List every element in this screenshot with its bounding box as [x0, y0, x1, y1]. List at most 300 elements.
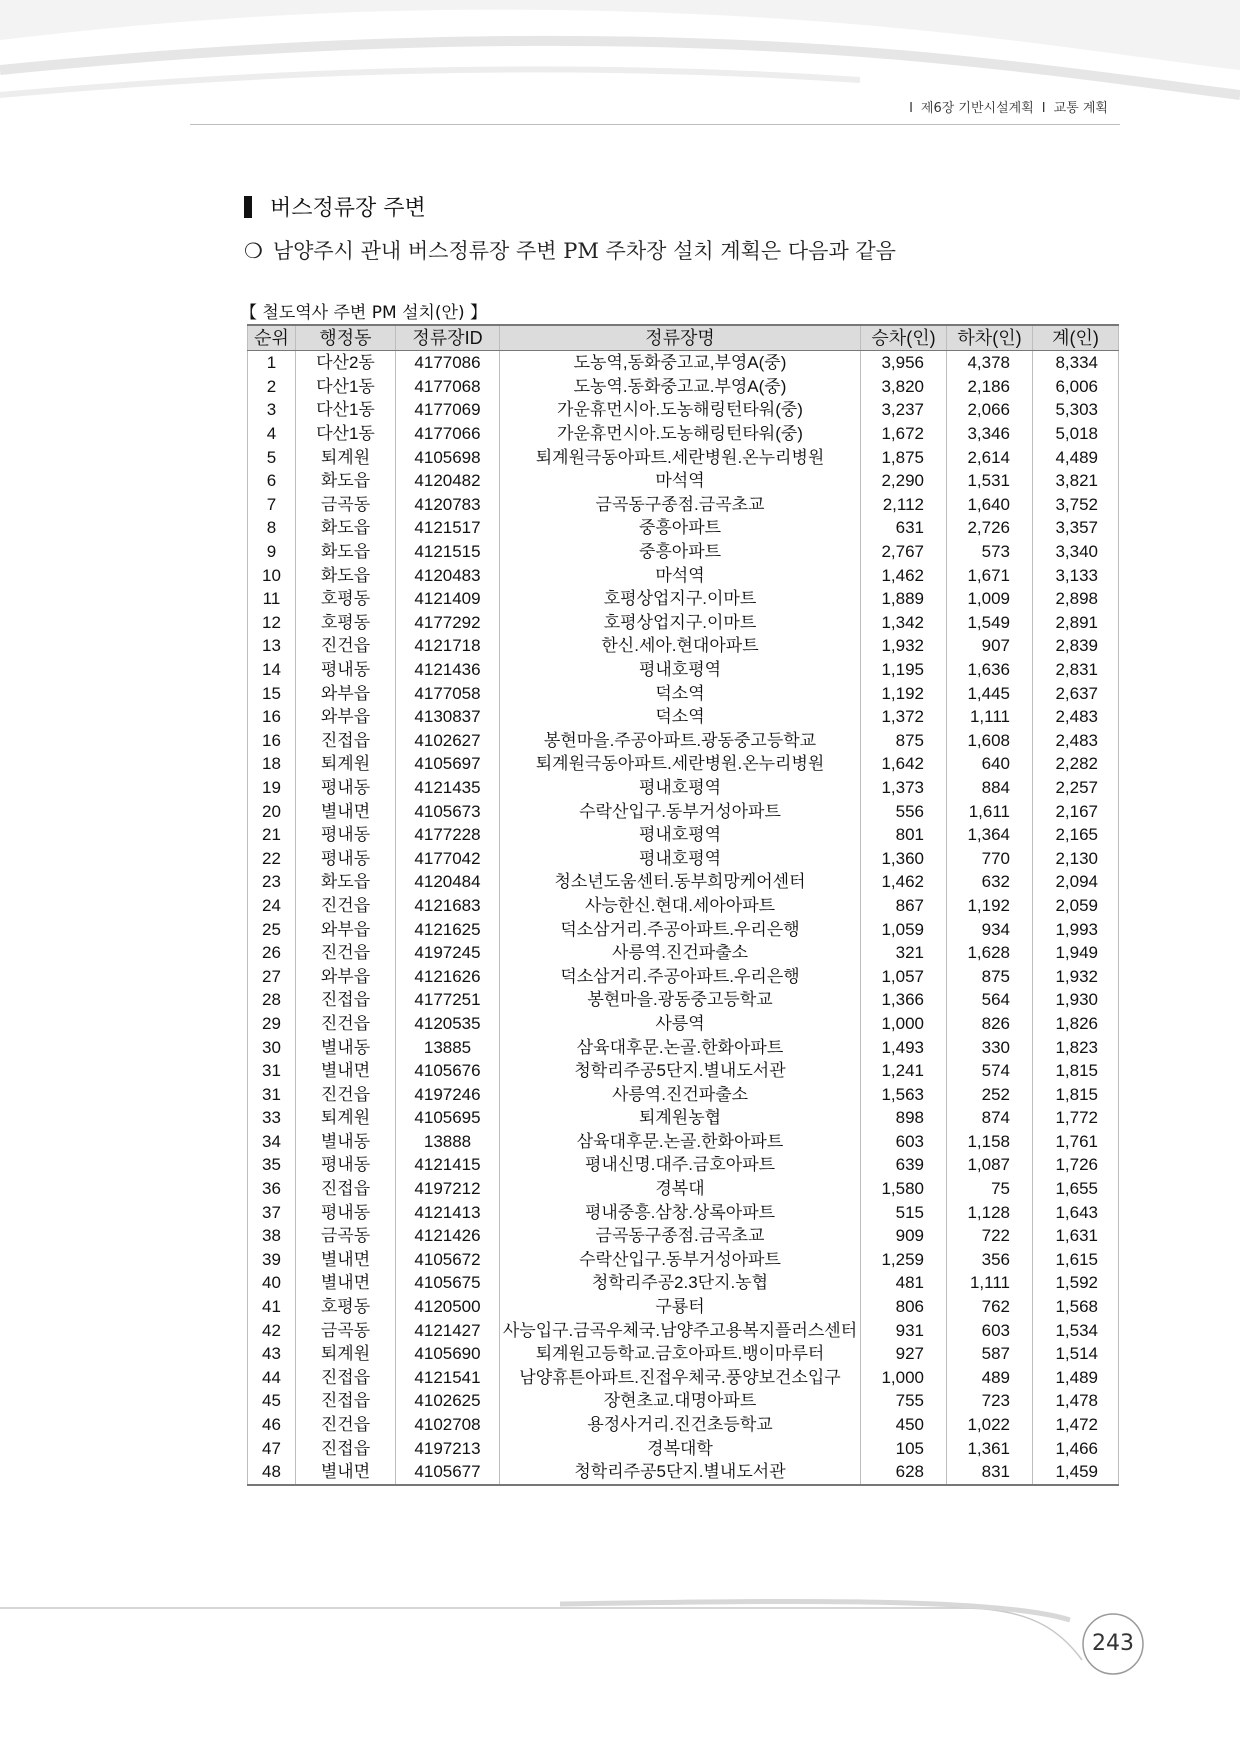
column-header: 하차(인) [947, 325, 1033, 351]
alighting-cell: 875 [947, 964, 1033, 988]
district-cell: 화도읍 [296, 563, 396, 587]
running-header [901, 97, 1108, 116]
district-cell: 화도읍 [296, 540, 396, 564]
total-cell: 2,891 [1033, 611, 1119, 635]
stop-name-cell: 청학리주공5단지.별내도서관 [500, 1460, 861, 1485]
table-row [248, 729, 1119, 753]
stop-name-cell: 평내중흥.삼창.상록아파트 [500, 1200, 861, 1224]
alighting-cell: 1,531 [947, 469, 1033, 493]
boarding-cell: 909 [861, 1224, 947, 1248]
table-row [248, 1059, 1119, 1083]
district-cell: 퇴계원 [296, 445, 396, 469]
total-cell: 6,006 [1033, 375, 1119, 399]
header-rule [190, 124, 1120, 125]
boarding-cell: 1,932 [861, 634, 947, 658]
stop-id-cell: 4121435 [396, 776, 500, 800]
boarding-cell: 806 [861, 1295, 947, 1319]
circle-bullet-icon: ❍ [244, 239, 263, 263]
stop-id-cell: 4121436 [396, 658, 500, 682]
stop-id-cell: 4105698 [396, 445, 500, 469]
table-row [248, 563, 1119, 587]
district-cell: 진건읍 [296, 894, 396, 918]
stop-id-cell: 4177086 [396, 351, 500, 375]
alighting-cell: 1,364 [947, 823, 1033, 847]
alighting-cell: 640 [947, 752, 1033, 776]
column-header: 정류장명 [500, 325, 861, 351]
stop-id-cell: 4121541 [396, 1366, 500, 1390]
header-section: 교통 계획 [1053, 101, 1108, 116]
total-cell: 1,615 [1033, 1248, 1119, 1272]
total-cell: 5,018 [1033, 422, 1119, 446]
alighting-cell: 1,087 [947, 1153, 1033, 1177]
boarding-cell: 1,642 [861, 752, 947, 776]
boarding-cell: 1,259 [861, 1248, 947, 1272]
rank-cell: 30 [248, 1035, 296, 1059]
stop-name-cell: 도농역,동화중고교,부영A(중) [500, 351, 861, 375]
stop-name-cell: 청학리주공2.3단지.농협 [500, 1271, 861, 1295]
total-cell: 2,130 [1033, 846, 1119, 870]
district-cell: 진건읍 [296, 1082, 396, 1106]
stop-id-cell: 4120482 [396, 469, 500, 493]
rank-cell: 36 [248, 1177, 296, 1201]
total-cell: 2,483 [1033, 705, 1119, 729]
page-number: 243 [1092, 1631, 1134, 1656]
table-row [248, 1153, 1119, 1177]
total-cell: 4,489 [1033, 445, 1119, 469]
stop-id-cell: 4177058 [396, 681, 500, 705]
table-row [248, 894, 1119, 918]
total-cell: 1,761 [1033, 1130, 1119, 1154]
district-cell: 다산1동 [296, 398, 396, 422]
table-row [248, 351, 1119, 375]
table-row [248, 1366, 1119, 1390]
stop-id-cell: 4121517 [396, 516, 500, 540]
boarding-cell: 1,462 [861, 563, 947, 587]
stop-name-cell: 가운휴먼시아.도농해링턴타워(중) [500, 398, 861, 422]
stop-name-cell: 가운휴먼시아.도농해링턴타워(중) [500, 422, 861, 446]
total-cell: 2,637 [1033, 681, 1119, 705]
footer-curve-decoration [0, 1590, 1240, 1710]
boarding-cell: 481 [861, 1271, 947, 1295]
table-row [248, 870, 1119, 894]
rank-cell: 42 [248, 1318, 296, 1342]
total-cell: 1,993 [1033, 917, 1119, 941]
boarding-cell: 515 [861, 1200, 947, 1224]
table-row [248, 1130, 1119, 1154]
stop-name-cell: 평내호평역 [500, 823, 861, 847]
rank-cell: 40 [248, 1271, 296, 1295]
total-cell: 1,823 [1033, 1035, 1119, 1059]
district-cell: 별내면 [296, 1460, 396, 1485]
total-cell: 1,815 [1033, 1082, 1119, 1106]
total-cell: 3,752 [1033, 493, 1119, 517]
stop-name-cell: 사릉역.진건파출소 [500, 941, 861, 965]
stop-name-cell: 평내호평역 [500, 846, 861, 870]
stop-name-cell: 덕소역 [500, 705, 861, 729]
stop-id-cell: 4121625 [396, 917, 500, 941]
district-cell: 와부읍 [296, 917, 396, 941]
table-row [248, 823, 1119, 847]
alighting-cell: 574 [947, 1059, 1033, 1083]
table-row [248, 1318, 1119, 1342]
stop-id-cell: 13888 [396, 1130, 500, 1154]
stop-name-cell: 구룡터 [500, 1295, 861, 1319]
rank-cell: 38 [248, 1224, 296, 1248]
alighting-cell: 1,158 [947, 1130, 1033, 1154]
alighting-cell: 1,022 [947, 1413, 1033, 1437]
rank-cell: 44 [248, 1366, 296, 1390]
alighting-cell: 564 [947, 988, 1033, 1012]
stop-name-cell: 사릉역.진건파출소 [500, 1082, 861, 1106]
boarding-cell: 1,672 [861, 422, 947, 446]
boarding-cell: 1,192 [861, 681, 947, 705]
stop-id-cell: 4177069 [396, 398, 500, 422]
district-cell: 별내면 [296, 1271, 396, 1295]
stop-id-cell: 4121718 [396, 634, 500, 658]
total-cell: 1,514 [1033, 1342, 1119, 1366]
table-row [248, 705, 1119, 729]
stop-name-cell: 청학리주공5단지.별내도서관 [500, 1059, 861, 1083]
table-row [248, 752, 1119, 776]
stop-id-cell: 4105697 [396, 752, 500, 776]
boarding-cell: 2,767 [861, 540, 947, 564]
total-cell: 3,133 [1033, 563, 1119, 587]
stop-id-cell: 13885 [396, 1035, 500, 1059]
district-cell: 진접읍 [296, 1436, 396, 1460]
table-row [248, 658, 1119, 682]
district-cell: 별내동 [296, 1035, 396, 1059]
alighting-cell: 1,640 [947, 493, 1033, 517]
section-title [244, 191, 426, 222]
rank-cell: 9 [248, 540, 296, 564]
rank-cell: 21 [248, 823, 296, 847]
district-cell: 다산1동 [296, 422, 396, 446]
stop-id-cell: 4121415 [396, 1153, 500, 1177]
table-row [248, 964, 1119, 988]
table-row [248, 516, 1119, 540]
stop-name-cell: 청소년도움센터.동부희망케어센터 [500, 870, 861, 894]
table-row [248, 846, 1119, 870]
district-cell: 평내동 [296, 846, 396, 870]
alighting-cell: 1,009 [947, 587, 1033, 611]
district-cell: 금곡동 [296, 1318, 396, 1342]
stop-id-cell: 4105690 [396, 1342, 500, 1366]
section-marker [244, 196, 252, 218]
boarding-cell: 927 [861, 1342, 947, 1366]
total-cell: 1,478 [1033, 1389, 1119, 1413]
table-row [248, 917, 1119, 941]
total-cell: 2,257 [1033, 776, 1119, 800]
boarding-cell: 450 [861, 1413, 947, 1437]
header-separator: I [1041, 101, 1046, 116]
boarding-cell: 3,956 [861, 351, 947, 375]
alighting-cell: 1,111 [947, 705, 1033, 729]
stop-name-cell: 경복대학 [500, 1436, 861, 1460]
rank-cell: 13 [248, 634, 296, 658]
rank-cell: 31 [248, 1059, 296, 1083]
alighting-cell: 1,628 [947, 941, 1033, 965]
total-cell: 1,643 [1033, 1200, 1119, 1224]
total-cell: 1,815 [1033, 1059, 1119, 1083]
stop-name-cell: 덕소삼거리.주공아파트.우리은행 [500, 917, 861, 941]
rank-cell: 16 [248, 729, 296, 753]
rank-cell: 39 [248, 1248, 296, 1272]
stop-id-cell: 4197212 [396, 1177, 500, 1201]
rank-cell: 5 [248, 445, 296, 469]
alighting-cell: 884 [947, 776, 1033, 800]
boarding-cell: 1,000 [861, 1012, 947, 1036]
stop-name-cell: 평내호평역 [500, 776, 861, 800]
stop-id-cell: 4177228 [396, 823, 500, 847]
alighting-cell: 330 [947, 1035, 1033, 1059]
rank-cell: 46 [248, 1413, 296, 1437]
boarding-cell: 1,195 [861, 658, 947, 682]
rank-cell: 22 [248, 846, 296, 870]
rank-cell: 47 [248, 1436, 296, 1460]
stop-id-cell: 4121413 [396, 1200, 500, 1224]
stop-name-cell: 사능한신.현대.세아아파트 [500, 894, 861, 918]
boarding-cell: 628 [861, 1460, 947, 1485]
boarding-cell: 801 [861, 823, 947, 847]
district-cell: 와부읍 [296, 964, 396, 988]
stop-id-cell: 4102625 [396, 1389, 500, 1413]
total-cell: 2,282 [1033, 752, 1119, 776]
stop-name-cell: 호평상업지구.이마트 [500, 611, 861, 635]
stop-id-cell: 4177292 [396, 611, 500, 635]
stop-id-cell: 4121426 [396, 1224, 500, 1248]
table-header-row [248, 325, 1119, 351]
alighting-cell: 2,186 [947, 375, 1033, 399]
table-row [248, 681, 1119, 705]
total-cell: 2,831 [1033, 658, 1119, 682]
stop-name-cell: 중흥아파트 [500, 516, 861, 540]
stop-name-cell: 사릉역 [500, 1012, 861, 1036]
alighting-cell: 1,636 [947, 658, 1033, 682]
total-cell: 2,483 [1033, 729, 1119, 753]
table-row [248, 988, 1119, 1012]
table-row [248, 1106, 1119, 1130]
boarding-cell: 1,241 [861, 1059, 947, 1083]
total-cell: 2,898 [1033, 587, 1119, 611]
boarding-cell: 875 [861, 729, 947, 753]
section-title-text: 버스정류장 주변 [270, 196, 426, 221]
table-caption: 【 철도역사 주변 PM 설치(안) 】 [240, 303, 488, 323]
rank-cell: 11 [248, 587, 296, 611]
table-row [248, 1436, 1119, 1460]
alighting-cell: 4,378 [947, 351, 1033, 375]
total-cell: 1,949 [1033, 941, 1119, 965]
boarding-cell: 1,580 [861, 1177, 947, 1201]
boarding-cell: 2,112 [861, 493, 947, 517]
district-cell: 별내면 [296, 1248, 396, 1272]
stop-id-cell: 4177068 [396, 375, 500, 399]
rank-cell: 18 [248, 752, 296, 776]
district-cell: 금곡동 [296, 493, 396, 517]
table-row [248, 1295, 1119, 1319]
district-cell: 화도읍 [296, 870, 396, 894]
total-cell: 1,568 [1033, 1295, 1119, 1319]
stop-name-cell: 수락산입구.동부거성아파트 [500, 1248, 861, 1272]
stop-name-cell: 마석역 [500, 469, 861, 493]
total-cell: 1,489 [1033, 1366, 1119, 1390]
header-chapter: 제6장 기반시설계획 [920, 101, 1034, 116]
district-cell: 진건읍 [296, 634, 396, 658]
stop-name-cell: 삼육대후문.논골.한화아파트 [500, 1130, 861, 1154]
total-cell: 2,165 [1033, 823, 1119, 847]
district-cell: 퇴계원 [296, 1342, 396, 1366]
stop-name-cell: 퇴계원고등학교.금호아파트.뱅이마루터 [500, 1342, 861, 1366]
stop-name-cell: 장현초교.대명아파트 [500, 1389, 861, 1413]
district-cell: 다산1동 [296, 375, 396, 399]
table-row [248, 469, 1119, 493]
total-cell: 1,534 [1033, 1318, 1119, 1342]
rank-cell: 29 [248, 1012, 296, 1036]
stop-id-cell: 4120500 [396, 1295, 500, 1319]
boarding-cell: 603 [861, 1130, 947, 1154]
table-body [248, 351, 1119, 1485]
alighting-cell: 1,361 [947, 1436, 1033, 1460]
stop-name-cell: 수락산입구.동부거성아파트 [500, 799, 861, 823]
stop-name-cell: 경복대 [500, 1177, 861, 1201]
stop-id-cell: 4197213 [396, 1436, 500, 1460]
alighting-cell: 3,346 [947, 422, 1033, 446]
stop-name-cell: 퇴계원극동아파트.세란병원.온누리병원 [500, 752, 861, 776]
district-cell: 평내동 [296, 823, 396, 847]
intro-text: 남양주시 관내 버스정류장 주변 PM 주차장 설치 계획은 다음과 같음 [272, 239, 896, 263]
district-cell: 별내동 [296, 1130, 396, 1154]
stop-id-cell: 4130837 [396, 705, 500, 729]
boarding-cell: 3,820 [861, 375, 947, 399]
table-row [248, 587, 1119, 611]
boarding-cell: 321 [861, 941, 947, 965]
boarding-cell: 1,372 [861, 705, 947, 729]
stop-name-cell: 도농역.동화중고교.부영A(중) [500, 375, 861, 399]
stop-id-cell: 4120483 [396, 563, 500, 587]
district-cell: 호평동 [296, 1295, 396, 1319]
boarding-cell: 755 [861, 1389, 947, 1413]
table-row [248, 1177, 1119, 1201]
boarding-cell: 898 [861, 1106, 947, 1130]
stop-id-cell: 4120484 [396, 870, 500, 894]
stop-name-cell: 남양휴튼아파트.진접우체국.풍양보건소입구 [500, 1366, 861, 1390]
stop-name-cell: 덕소삼거리.주공아파트.우리은행 [500, 964, 861, 988]
total-cell: 1,932 [1033, 964, 1119, 988]
table-row [248, 1413, 1119, 1437]
boarding-cell: 1,059 [861, 917, 947, 941]
alighting-cell: 1,445 [947, 681, 1033, 705]
alighting-cell: 934 [947, 917, 1033, 941]
table-row [248, 776, 1119, 800]
district-cell: 금곡동 [296, 1224, 396, 1248]
boarding-cell: 639 [861, 1153, 947, 1177]
stop-name-cell: 평내신명.대주.금호아파트 [500, 1153, 861, 1177]
alighting-cell: 356 [947, 1248, 1033, 1272]
alighting-cell: 2,614 [947, 445, 1033, 469]
boarding-cell: 1,563 [861, 1082, 947, 1106]
alighting-cell: 587 [947, 1342, 1033, 1366]
district-cell: 와부읍 [296, 681, 396, 705]
table-row [248, 611, 1119, 635]
intro-paragraph [244, 235, 896, 265]
total-cell: 8,334 [1033, 351, 1119, 375]
district-cell: 평내동 [296, 1153, 396, 1177]
alighting-cell: 907 [947, 634, 1033, 658]
boarding-cell: 931 [861, 1318, 947, 1342]
table-row [248, 375, 1119, 399]
table-row [248, 799, 1119, 823]
boarding-cell: 1,366 [861, 988, 947, 1012]
total-cell: 1,655 [1033, 1177, 1119, 1201]
rank-cell: 4 [248, 422, 296, 446]
total-cell: 1,826 [1033, 1012, 1119, 1036]
district-cell: 진건읍 [296, 1413, 396, 1437]
boarding-cell: 556 [861, 799, 947, 823]
table-row [248, 445, 1119, 469]
stop-name-cell: 퇴계원농협 [500, 1106, 861, 1130]
total-cell: 1,472 [1033, 1413, 1119, 1437]
rank-cell: 6 [248, 469, 296, 493]
table-row [248, 1224, 1119, 1248]
stop-id-cell: 4121515 [396, 540, 500, 564]
stop-name-cell: 퇴계원극동아파트.세란병원.온누리병원 [500, 445, 861, 469]
stop-id-cell: 4105695 [396, 1106, 500, 1130]
stop-id-cell: 4177251 [396, 988, 500, 1012]
boarding-cell: 1,057 [861, 964, 947, 988]
stop-name-cell: 용정사거리.진건초등학교 [500, 1413, 861, 1437]
rank-cell: 16 [248, 705, 296, 729]
district-cell: 진접읍 [296, 1177, 396, 1201]
stop-id-cell: 4105672 [396, 1248, 500, 1272]
total-cell: 2,167 [1033, 799, 1119, 823]
alighting-cell: 489 [947, 1366, 1033, 1390]
table-row [248, 398, 1119, 422]
boarding-cell: 1,360 [861, 846, 947, 870]
stop-name-cell: 사능입구.금곡우체국.남양주고용복지플러스센터 [500, 1318, 861, 1342]
district-cell: 진접읍 [296, 1366, 396, 1390]
stop-name-cell: 한신.세아.현대아파트 [500, 634, 861, 658]
table-row [248, 493, 1119, 517]
alighting-cell: 1,608 [947, 729, 1033, 753]
stop-name-cell: 봉현마을.광동중고등학교 [500, 988, 861, 1012]
stop-name-cell: 평내호평역 [500, 658, 861, 682]
rank-cell: 27 [248, 964, 296, 988]
stop-id-cell: 4105676 [396, 1059, 500, 1083]
rank-cell: 3 [248, 398, 296, 422]
district-cell: 호평동 [296, 611, 396, 635]
table-row [248, 1082, 1119, 1106]
rank-cell: 26 [248, 941, 296, 965]
rank-cell: 15 [248, 681, 296, 705]
alighting-cell: 1,671 [947, 563, 1033, 587]
boarding-cell: 867 [861, 894, 947, 918]
column-header: 계(인) [1033, 325, 1119, 351]
stop-id-cell: 4121626 [396, 964, 500, 988]
stop-id-cell: 4121683 [396, 894, 500, 918]
table-row [248, 1200, 1119, 1224]
boarding-cell: 1,000 [861, 1366, 947, 1390]
stop-id-cell: 4121427 [396, 1318, 500, 1342]
table-row [248, 540, 1119, 564]
rank-cell: 28 [248, 988, 296, 1012]
stop-id-cell: 4102627 [396, 729, 500, 753]
rank-cell: 19 [248, 776, 296, 800]
boarding-cell: 1,875 [861, 445, 947, 469]
alighting-cell: 762 [947, 1295, 1033, 1319]
stop-id-cell: 4120783 [396, 493, 500, 517]
alighting-cell: 573 [947, 540, 1033, 564]
alighting-cell: 1,111 [947, 1271, 1033, 1295]
district-cell: 호평동 [296, 587, 396, 611]
